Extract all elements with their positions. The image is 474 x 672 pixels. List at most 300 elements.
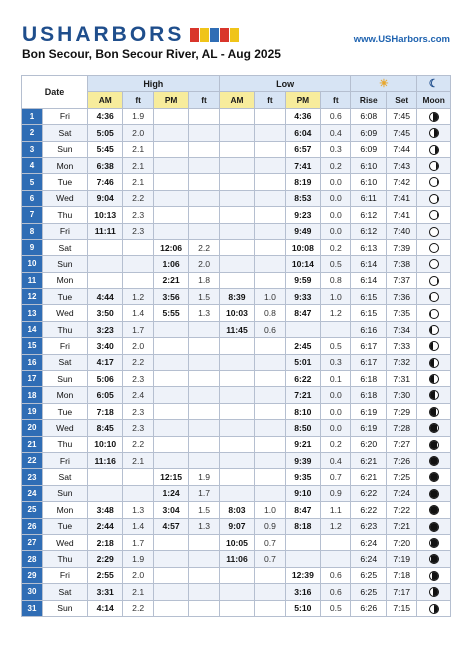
- low-header: Low: [219, 76, 351, 92]
- day-of-week: Sun: [42, 256, 87, 272]
- sunset: 7:41: [387, 207, 417, 223]
- low-pm-ft: [321, 321, 351, 337]
- high-am-ft: 1.4: [123, 305, 153, 321]
- moon-phase: [417, 551, 451, 567]
- day-of-week: Sun: [42, 485, 87, 501]
- high-am-ft: 2.4: [123, 387, 153, 403]
- moon-phase-icon: [429, 128, 439, 138]
- low-pm-time: 6:22: [285, 371, 321, 387]
- low-pm-time: 5:10: [285, 600, 321, 616]
- day-of-week: Fri: [42, 338, 87, 354]
- table-row: [22, 289, 451, 305]
- table-row: [22, 518, 451, 534]
- day-number: 27: [22, 534, 43, 550]
- day-number: 18: [22, 387, 43, 403]
- low-am-time: [219, 436, 255, 452]
- high-pm-ft: 1.5: [189, 502, 219, 518]
- low-pm-time: 8:18: [285, 518, 321, 534]
- moon-phase-icon: [429, 276, 439, 286]
- day-number: 19: [22, 403, 43, 419]
- high-pm-ft: [189, 338, 219, 354]
- sunrise: 6:25: [351, 567, 387, 583]
- high-am-time: 3:31: [87, 584, 123, 600]
- sunset: 7:45: [387, 108, 417, 124]
- day-of-week: Fri: [42, 452, 87, 468]
- day-number: 16: [22, 354, 43, 370]
- table-row: [22, 190, 451, 206]
- sunrise: 6:15: [351, 305, 387, 321]
- high-am-ft: [123, 272, 153, 288]
- low-am-time: 11:45: [219, 321, 255, 337]
- sunrise: 6:12: [351, 223, 387, 239]
- table-row: [22, 141, 451, 157]
- day-number: 11: [22, 272, 43, 288]
- low-am-time: 11:06: [219, 551, 255, 567]
- high-am-ft: 2.1: [123, 174, 153, 190]
- low-pm-ft: 0.1: [321, 371, 351, 387]
- date-header: Date: [22, 76, 88, 109]
- high-am-ft: 1.9: [123, 108, 153, 124]
- high-am-ft: 2.0: [123, 567, 153, 583]
- sunrise: 6:10: [351, 174, 387, 190]
- sunset: 7:27: [387, 436, 417, 452]
- high-am-time: 2:55: [87, 567, 123, 583]
- low-pm-ft: 0.7: [321, 469, 351, 485]
- high-pm-ft: 2.0: [189, 256, 219, 272]
- low-pm-time: [285, 534, 321, 550]
- high-am-ft: 2.1: [123, 141, 153, 157]
- day-number: 14: [22, 321, 43, 337]
- moon-phase: [417, 518, 451, 534]
- moon-phase-icon: [429, 587, 439, 597]
- sun-icon: ☀: [378, 78, 389, 91]
- day-of-week: Thu: [42, 321, 87, 337]
- low-pm-ft: 0.0: [321, 420, 351, 436]
- high-pm-ft: [189, 125, 219, 141]
- high-pm-ft: [189, 420, 219, 436]
- sunrise: 6:09: [351, 141, 387, 157]
- moon-phase-icon: [429, 309, 439, 319]
- sunrise: 6:10: [351, 157, 387, 173]
- low-pm-ft: 0.3: [321, 354, 351, 370]
- day-number: 17: [22, 371, 43, 387]
- low-pm-time: [285, 321, 321, 337]
- low-am-ft: 0.7: [255, 551, 285, 567]
- high-pm-ft: [189, 551, 219, 567]
- high-pm-ft: 2.2: [189, 239, 219, 255]
- low-am-time: [219, 239, 255, 255]
- high-am-time: 4:44: [87, 289, 123, 305]
- moon-phase-icon: [429, 210, 439, 220]
- low-pm-time: 8:53: [285, 190, 321, 206]
- sunset: 7:39: [387, 239, 417, 255]
- signal-flags-icon: [190, 28, 239, 42]
- high-pm-ft: 1.3: [189, 518, 219, 534]
- table-row: [22, 600, 451, 616]
- crescent-moon-icon: ☾: [428, 78, 439, 91]
- sunset: 7:21: [387, 518, 417, 534]
- low-pm-time: 9:59: [285, 272, 321, 288]
- high-am-ft: 2.1: [123, 584, 153, 600]
- high-pm-ft: 1.7: [189, 485, 219, 501]
- table-row: [22, 354, 451, 370]
- high-pm-ft: 1.9: [189, 469, 219, 485]
- flag-icon: [210, 28, 219, 42]
- sunrise: 6:12: [351, 207, 387, 223]
- moon-phase: [417, 289, 451, 305]
- moon-phase-icon: [429, 390, 439, 400]
- sunset: 7:20: [387, 534, 417, 550]
- low-am-time: [219, 272, 255, 288]
- high-pm-time: [153, 567, 189, 583]
- sunrise: 6:24: [351, 534, 387, 550]
- high-am-time: [87, 485, 123, 501]
- high-am-time: 6:38: [87, 157, 123, 173]
- sunrise: 6:16: [351, 321, 387, 337]
- low-am-ft: 1.0: [255, 502, 285, 518]
- day-of-week: Sat: [42, 469, 87, 485]
- high-am-time: 5:45: [87, 141, 123, 157]
- low-pm-ft: 0.0: [321, 174, 351, 190]
- website-link[interactable]: www.USHarbors.com: [353, 34, 450, 45]
- moon-phase: [417, 305, 451, 321]
- high-am-time: 4:14: [87, 600, 123, 616]
- table-row: [22, 305, 451, 321]
- day-number: 2: [22, 125, 43, 141]
- high-pm-time: [153, 551, 189, 567]
- day-of-week: Wed: [42, 190, 87, 206]
- table-row: [22, 272, 451, 288]
- low-pm-time: 10:14: [285, 256, 321, 272]
- sunset: 7:31: [387, 371, 417, 387]
- high-pm-ft: 1.8: [189, 272, 219, 288]
- low-am-time: 10:05: [219, 534, 255, 550]
- low-am-ft: [255, 371, 285, 387]
- table-row: [22, 174, 451, 190]
- low-pm-time: 10:08: [285, 239, 321, 255]
- sunrise: 6:13: [351, 239, 387, 255]
- high-am-ft: 2.0: [123, 338, 153, 354]
- high-pm-time: 5:55: [153, 305, 189, 321]
- moon-phase-icon: [429, 472, 439, 482]
- high-am-ft: 2.3: [123, 207, 153, 223]
- page-header: [0, 0, 474, 66]
- high-pm-time: [153, 223, 189, 239]
- low-am-time: [219, 125, 255, 141]
- low-pm-ft: 0.5: [321, 256, 351, 272]
- table-row: [22, 239, 451, 255]
- day-of-week: Sat: [42, 584, 87, 600]
- moon-phase-icon: [429, 522, 439, 532]
- high-pm-ft: [189, 354, 219, 370]
- day-of-week: Wed: [42, 534, 87, 550]
- high-am-ft: [123, 239, 153, 255]
- low-am-ft: [255, 420, 285, 436]
- table-row: [22, 420, 451, 436]
- low-pm-ft: 0.2: [321, 436, 351, 452]
- high-pm-time: [153, 420, 189, 436]
- moon-phase-icon: [429, 259, 439, 269]
- high-pm-time: 1:24: [153, 485, 189, 501]
- moon-phase: [417, 600, 451, 616]
- high-am-time: 10:13: [87, 207, 123, 223]
- low-pm-ft: 0.6: [321, 584, 351, 600]
- high-pm-ft: [189, 387, 219, 403]
- day-of-week: Thu: [42, 436, 87, 452]
- day-number: 6: [22, 190, 43, 206]
- col-high-am-ft: ft: [123, 92, 153, 108]
- low-am-time: [219, 223, 255, 239]
- low-am-time: 10:03: [219, 305, 255, 321]
- moon-phase: [417, 354, 451, 370]
- moon-phase-icon: [429, 505, 439, 515]
- low-pm-ft: [321, 551, 351, 567]
- table-row: [22, 371, 451, 387]
- low-pm-time: 6:57: [285, 141, 321, 157]
- table-row: [22, 387, 451, 403]
- day-number: 31: [22, 600, 43, 616]
- high-header: High: [87, 76, 219, 92]
- low-pm-ft: 0.0: [321, 403, 351, 419]
- sunset: 7:33: [387, 338, 417, 354]
- low-pm-time: 7:41: [285, 157, 321, 173]
- high-pm-time: [153, 174, 189, 190]
- high-am-ft: 2.2: [123, 354, 153, 370]
- table-row: [22, 207, 451, 223]
- day-of-week: Fri: [42, 108, 87, 124]
- high-pm-time: [153, 338, 189, 354]
- sunset: 7:36: [387, 289, 417, 305]
- high-pm-ft: [189, 157, 219, 173]
- high-am-time: [87, 272, 123, 288]
- sunset: 7:25: [387, 469, 417, 485]
- low-pm-time: 8:47: [285, 305, 321, 321]
- moon-phase: [417, 108, 451, 124]
- table-row: [22, 403, 451, 419]
- moon-phase: [417, 387, 451, 403]
- low-am-time: [219, 371, 255, 387]
- low-am-ft: [255, 403, 285, 419]
- low-pm-ft: 0.2: [321, 239, 351, 255]
- low-pm-ft: 0.3: [321, 141, 351, 157]
- low-pm-time: 8:10: [285, 403, 321, 419]
- high-am-time: 2:44: [87, 518, 123, 534]
- high-am-time: 6:05: [87, 387, 123, 403]
- low-pm-time: 12:39: [285, 567, 321, 583]
- moon-phase-icon: [429, 341, 439, 351]
- high-pm-time: [153, 436, 189, 452]
- low-am-ft: 0.8: [255, 305, 285, 321]
- col-moon: Moon: [417, 92, 451, 108]
- table-row: [22, 125, 451, 141]
- day-number: 22: [22, 452, 43, 468]
- low-pm-ft: 0.5: [321, 600, 351, 616]
- sunset: 7:24: [387, 485, 417, 501]
- low-am-ft: [255, 223, 285, 239]
- moon-phase: [417, 502, 451, 518]
- brand-logo: [22, 24, 239, 46]
- sunrise: 6:17: [351, 354, 387, 370]
- low-am-ft: [255, 600, 285, 616]
- day-of-week: Tue: [42, 174, 87, 190]
- day-number: 24: [22, 485, 43, 501]
- moon-phase-icon: [429, 325, 439, 335]
- low-am-time: [219, 354, 255, 370]
- low-am-time: [219, 256, 255, 272]
- low-pm-time: 5:01: [285, 354, 321, 370]
- day-of-week: Thu: [42, 551, 87, 567]
- low-am-time: 8:03: [219, 502, 255, 518]
- low-am-ft: [255, 338, 285, 354]
- high-pm-time: 3:04: [153, 502, 189, 518]
- high-pm-time: [153, 584, 189, 600]
- low-pm-ft: 0.0: [321, 387, 351, 403]
- high-pm-ft: [189, 321, 219, 337]
- low-am-time: [219, 469, 255, 485]
- moon-phase-icon: [429, 489, 439, 499]
- low-am-ft: [255, 469, 285, 485]
- day-of-week: Mon: [42, 272, 87, 288]
- moon-phase-icon: [429, 456, 439, 466]
- moon-phase: [417, 567, 451, 583]
- low-pm-time: 9:39: [285, 452, 321, 468]
- page-title: Bon Secour, Bon Secour River, AL - Aug 2025: [22, 47, 281, 61]
- low-pm-ft: 0.4: [321, 125, 351, 141]
- col-high-pm-ft: ft: [189, 92, 219, 108]
- low-pm-ft: 1.0: [321, 289, 351, 305]
- day-number: 10: [22, 256, 43, 272]
- table-row: [22, 157, 451, 173]
- col-low-pm-ft: ft: [321, 92, 351, 108]
- low-am-time: [219, 108, 255, 124]
- high-pm-ft: [189, 567, 219, 583]
- col-low-am: AM: [219, 92, 255, 108]
- low-pm-ft: 0.0: [321, 207, 351, 223]
- sunset: 7:44: [387, 141, 417, 157]
- high-am-time: 3:48: [87, 502, 123, 518]
- moon-phase-icon: [429, 227, 439, 237]
- sunset: 7:29: [387, 403, 417, 419]
- low-pm-ft: 1.2: [321, 518, 351, 534]
- high-pm-ft: [189, 436, 219, 452]
- low-am-time: [219, 141, 255, 157]
- low-pm-ft: 0.0: [321, 190, 351, 206]
- low-am-time: [219, 207, 255, 223]
- low-am-time: [219, 403, 255, 419]
- sunrise: 6:14: [351, 272, 387, 288]
- moon-phase: [417, 174, 451, 190]
- moon-phase: [417, 256, 451, 272]
- high-am-time: 11:11: [87, 223, 123, 239]
- high-am-time: 3:23: [87, 321, 123, 337]
- day-of-week: Sun: [42, 141, 87, 157]
- low-am-time: [219, 387, 255, 403]
- day-number: 30: [22, 584, 43, 600]
- high-am-ft: [123, 485, 153, 501]
- high-am-time: 3:40: [87, 338, 123, 354]
- col-low-pm: PM: [285, 92, 321, 108]
- low-am-ft: 1.0: [255, 289, 285, 305]
- col-high-pm: PM: [153, 92, 189, 108]
- high-am-ft: [123, 469, 153, 485]
- moon-phase: [417, 338, 451, 354]
- moon-phase-icon: [429, 292, 439, 302]
- high-am-ft: [123, 256, 153, 272]
- high-am-time: [87, 256, 123, 272]
- high-am-ft: 2.3: [123, 223, 153, 239]
- low-am-ft: [255, 125, 285, 141]
- low-am-ft: [255, 239, 285, 255]
- sunset: 7:35: [387, 305, 417, 321]
- high-am-time: 3:50: [87, 305, 123, 321]
- low-am-time: [219, 452, 255, 468]
- table-row: [22, 452, 451, 468]
- low-am-ft: [255, 174, 285, 190]
- high-am-time: 2:18: [87, 534, 123, 550]
- sunset: 7:34: [387, 321, 417, 337]
- high-pm-ft: 1.3: [189, 305, 219, 321]
- day-number: 12: [22, 289, 43, 305]
- high-am-ft: 2.3: [123, 403, 153, 419]
- low-pm-time: 6:04: [285, 125, 321, 141]
- high-pm-time: [153, 600, 189, 616]
- high-am-time: 9:04: [87, 190, 123, 206]
- high-am-ft: 1.7: [123, 534, 153, 550]
- low-am-ft: [255, 485, 285, 501]
- high-pm-ft: [189, 600, 219, 616]
- high-pm-time: 12:15: [153, 469, 189, 485]
- tide-table: [21, 75, 451, 617]
- high-pm-time: 4:57: [153, 518, 189, 534]
- low-pm-time: 2:45: [285, 338, 321, 354]
- brand-name: USHARBORS: [22, 23, 185, 46]
- low-am-ft: [255, 354, 285, 370]
- low-am-ft: [255, 190, 285, 206]
- day-number: 5: [22, 174, 43, 190]
- moon-phase: [417, 485, 451, 501]
- low-am-ft: [255, 141, 285, 157]
- day-of-week: Tue: [42, 289, 87, 305]
- high-am-time: 4:17: [87, 354, 123, 370]
- low-am-ft: [255, 108, 285, 124]
- moon-phase-icon: [429, 358, 439, 368]
- day-number: 28: [22, 551, 43, 567]
- high-am-time: 5:05: [87, 125, 123, 141]
- low-am-ft: [255, 157, 285, 173]
- sunset: 7:38: [387, 256, 417, 272]
- high-am-time: [87, 469, 123, 485]
- sunrise: 6:19: [351, 420, 387, 436]
- low-pm-time: 9:35: [285, 469, 321, 485]
- high-pm-time: [153, 108, 189, 124]
- day-of-week: Sun: [42, 371, 87, 387]
- high-pm-time: [153, 534, 189, 550]
- high-am-time: 7:46: [87, 174, 123, 190]
- sunset: 7:17: [387, 584, 417, 600]
- moon-phase-icon: [429, 407, 439, 417]
- sun-header: [351, 76, 417, 92]
- high-pm-ft: [189, 190, 219, 206]
- moon-phase: [417, 403, 451, 419]
- high-pm-time: 1:06: [153, 256, 189, 272]
- low-am-time: [219, 567, 255, 583]
- high-am-ft: 1.4: [123, 518, 153, 534]
- moon-phase-icon: [429, 538, 439, 548]
- table-row: [22, 436, 451, 452]
- sunrise: 6:09: [351, 125, 387, 141]
- moon-phase: [417, 469, 451, 485]
- sunrise: 6:26: [351, 600, 387, 616]
